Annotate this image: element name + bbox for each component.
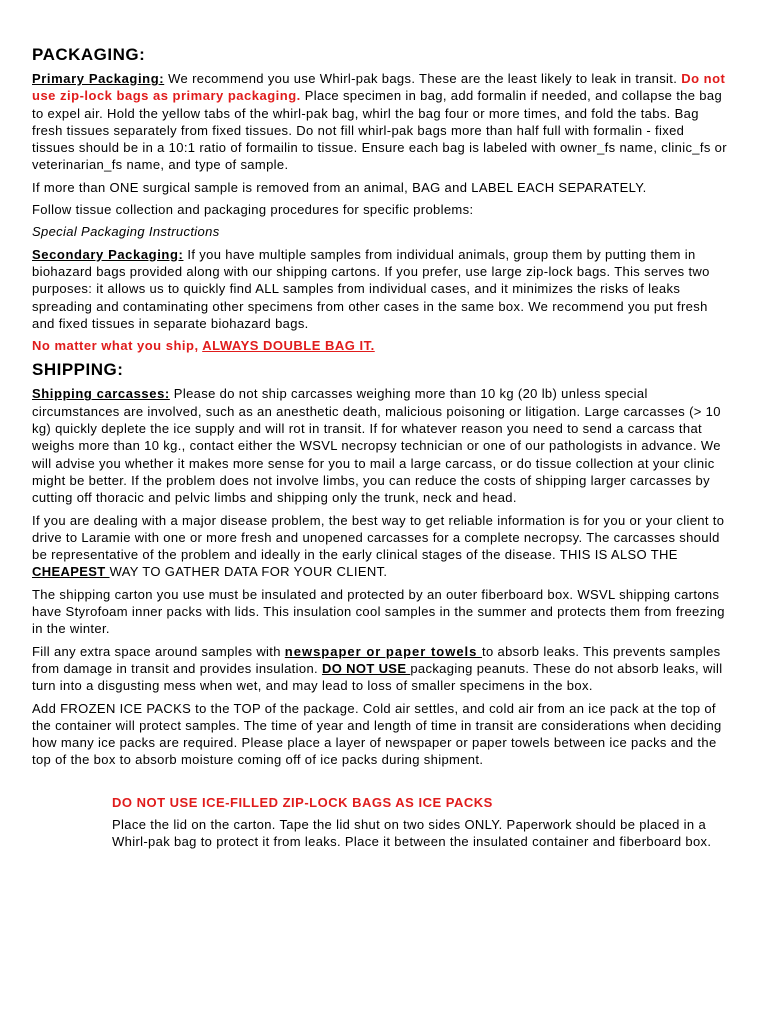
- ice-filled-warning: DO NOT USE ICE-FILLED ZIP-LOCK BAGS AS ICE PACKS: [112, 794, 493, 810]
- spacer: [32, 774, 730, 794]
- fill-space-paragraph: [32, 643, 730, 695]
- cheapest-emphasis: CHEAPEST: [32, 564, 110, 580]
- surgical-sample-paragraph: If more than ONE surgical sample is removed from an animal, BAG and LABEL EACH SEPARATELY.: [32, 179, 647, 195]
- shipping-carcasses-text: Please do not ship carcasses weighing more than 10 kg (20 lb) unless special circumstances are involved, such as an anesthetic death, malicious poisoning or litigation. Large carcasses (> 10 kg) quickly deplete the ice supply and will rot in transit. If for whatever reason you need to send a carcass that weighs more than 10 kg., contact either the WSVL necropsy technician or one of our pathologists in advance. We will advise you whether it makes more sense for you to mail a large carcass, or do tissue collection at your clinic might be better. If the problem does not involve limbs, you can reduce the costs of shipping larger carcasses by cutting off thoracic and pelvic limbs and shipping only the trunk, neck and head.: [32, 386, 721, 506]
- shipping-heading: SHIPPING:: [32, 360, 124, 380]
- newspaper-emphasis: newspaper or paper towels: [284, 643, 483, 659]
- special-packaging-instructions: Special Packaging Instructions: [32, 224, 220, 240]
- fill-space-text-3: packaging peanuts. These do not absorb leaks, will turn into a disgusting mess when wet, and may lead to loss of smaller specimens in the box.: [32, 660, 723, 694]
- disease-problem-text-1: If you are dealing with a major disease problem, the best way to get reliable information is for you or your client to drive to Laramie with one or more fresh and unopened carcasses for a complete necropsy. The carcasses should be representative of the problem and ideally in the early clinical stages of the disease. THIS IS ALSO THE: [32, 512, 725, 563]
- primary-packaging-paragraph: [32, 70, 730, 174]
- tissue-collection-paragraph: Follow tissue collection and packaging procedures for specific problems:: [32, 202, 474, 218]
- disease-problem-text-2: WAY TO GATHER DATA FOR YOUR CLIENT.: [109, 564, 388, 580]
- primary-packaging-text-2: Place specimen in bag, add formalin if needed, and collapse the bag to expel air. Hold the yellow tabs of the whirl-pak bag, whirl the bag four or more times, and fold the tabs. Bag fresh tissues separately from fixed tissues. Do not fill whirl-pak bags more than half full with formalin - fixed tissues should be in a 10:1 ratio of formailin to tissue. Ensure each bag is labeled with owner_fs name, clinic_fs or veterinarian_fs name, and type of sample.: [32, 88, 727, 173]
- primary-packaging-label: Primary Packaging:: [32, 71, 165, 86]
- shipping-carcasses-paragraph: [32, 385, 730, 506]
- packaging-heading: PACKAGING:: [32, 45, 146, 64]
- shipping-carton-paragraph: The shipping carton you use must be insulated and protected by an outer fiberboard box. WSVL shipping cartons have Styrofoam inner packs with lids. This insulation cool samples in the summer and protects them from freezing in the winter.: [32, 586, 725, 637]
- secondary-packaging-paragraph: [32, 246, 730, 332]
- disease-problem-paragraph: [32, 512, 730, 581]
- secondary-packaging-text: If you have multiple samples from individual animals, group them by putting them in biohazard bags provided along with our shipping cartons. If you prefer, use large zip-lock bags. This serves two purposes: it allows us to quickly find ALL samples from individual cases, and it minimizes the risks of leaks spreading and contaminating other specimens from other cases in the same box. We recommend you put fresh and fixed tissues in separate biohazard bags.: [32, 246, 710, 331]
- double-bag-paragraph: [32, 337, 730, 354]
- ice-packs-paragraph: Add FROZEN ICE PACKS to the TOP of the package. Cold air settles, and cold air from an ice pack at the top of the container will protect samples. The time of year and length of time in transit are considerations when deciding how many ice packs are required. Please place a layer of newspaper or paper towels between ice packs and the top of the box to absorb moisture coming off of ice packs during shipment.: [32, 700, 722, 768]
- double-bag-text: No matter what you ship,: [32, 338, 203, 354]
- fill-space-text-1: Fill any extra space around samples with: [32, 643, 285, 659]
- zip-lock-warning: Do not use zip-lock bags as primary packaging.: [32, 71, 726, 104]
- secondary-packaging-label: Secondary Packaging:: [32, 246, 184, 262]
- shipping-carcasses-label: Shipping carcasses:: [32, 386, 170, 402]
- double-bag-emphasis: ALWAYS DOUBLE BAG IT.: [202, 338, 375, 354]
- primary-packaging-text-1: We recommend you use Whirl-pak bags. These are the least likely to leak in transit.: [164, 71, 682, 86]
- do-not-use-emphasis: DO NOT USE: [321, 660, 411, 676]
- fill-space-text-2: to absorb leaks. This prevents samples from damage in transit and provides insulation.: [32, 643, 721, 676]
- place-lid-paragraph: Place the lid on the carton. Tape the lid shut on two sides ONLY. Paperwork should be placed in a Whirl-pak bag to protect it from leaks. Place it between the insulated container and fiberboard box.: [112, 816, 712, 850]
